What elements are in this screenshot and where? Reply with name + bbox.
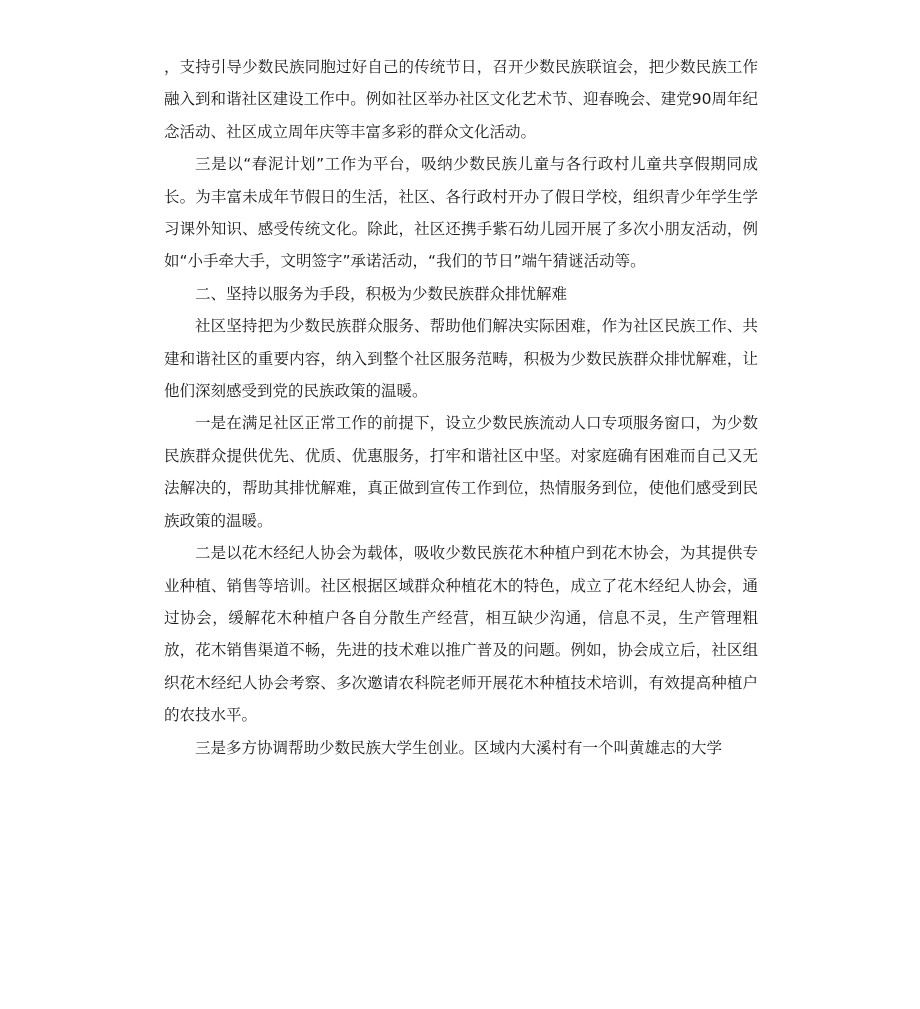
paragraph-continuation: ，支持引导少数民族同胞过好自己的传统节日，召开少数民族联谊会，把少数民族工作融入到和谐社区建设工作中。例如社区举办社区文化艺术节、迎春晚会、建党90周年纪念活动、社区成立周年庆等丰富多彩的群众文化活动。 bbox=[164, 58, 758, 141]
paragraph-service-window: 一是在满足社区正常工作的前提下，设立少数民族流动人口专项服务窗口，为少数民族群众提供优先、优质、优惠服务，打牢和谐社区中坚。对家庭确有困难而自己又无法解决的，帮助其排忧解难，真正做到宣传工作到位，热情服务到位，使他们感受到民族政策的温暖。 bbox=[164, 414, 758, 530]
paragraph-service-intro: 社区坚持把为少数民族群众服务、帮助他们解决实际困难，作为社区民族工作、共建和谐社区的重要内容，纳入到整个社区服务范畴，积极为少数民族群众排忧解难，让他们深刻感受到党的民族政策的温暖。 bbox=[164, 317, 758, 401]
section-heading-service: 二、坚持以服务为手段，积极为少数民族群众排忧解难 bbox=[195, 284, 568, 303]
paragraph-flower-association: 二是以花木经纪人协会为载体，吸收少数民族花木种植户到花木协会，为其提供专业种植、销售等培训。社区根据区域群众种植花木的特色，成立了花木经纪人协会，通过协会，缓解花木种植户各自分散生产经营，相互缺少沟通，信息不灵，生产管理粗放，花木销售渠道不畅，先进的技术难以推广普及的问题。例如，协会成立后，社区组织花木经纪人协会考察、多次邀请农科院老师开展花木种植技术培训，有效提高种植户的农技水平。 bbox=[164, 544, 758, 725]
paragraph-student-entrepreneurship: 三是多方协调帮助少数民族大学生创业。区域内大溪村有一个叫黄雄志的大学 bbox=[195, 738, 723, 757]
document-body bbox=[164, 51, 758, 764]
paragraph-spring-mud-plan: 三是以“春泥计划”工作为平台，吸纳少数民族儿童与各行政村儿童共享假期同成长。为丰富未成年节假日的生活，社区、各行政村开办了假日学校，组织青少年学生学习课外知识、感受传统文化。除此，社区还携手紫石幼儿园开展了多次小朋友活动，例如“小手牵大手，文明签字”承诺活动，“我们的节日”端午猜谜活动等。 bbox=[164, 155, 758, 271]
